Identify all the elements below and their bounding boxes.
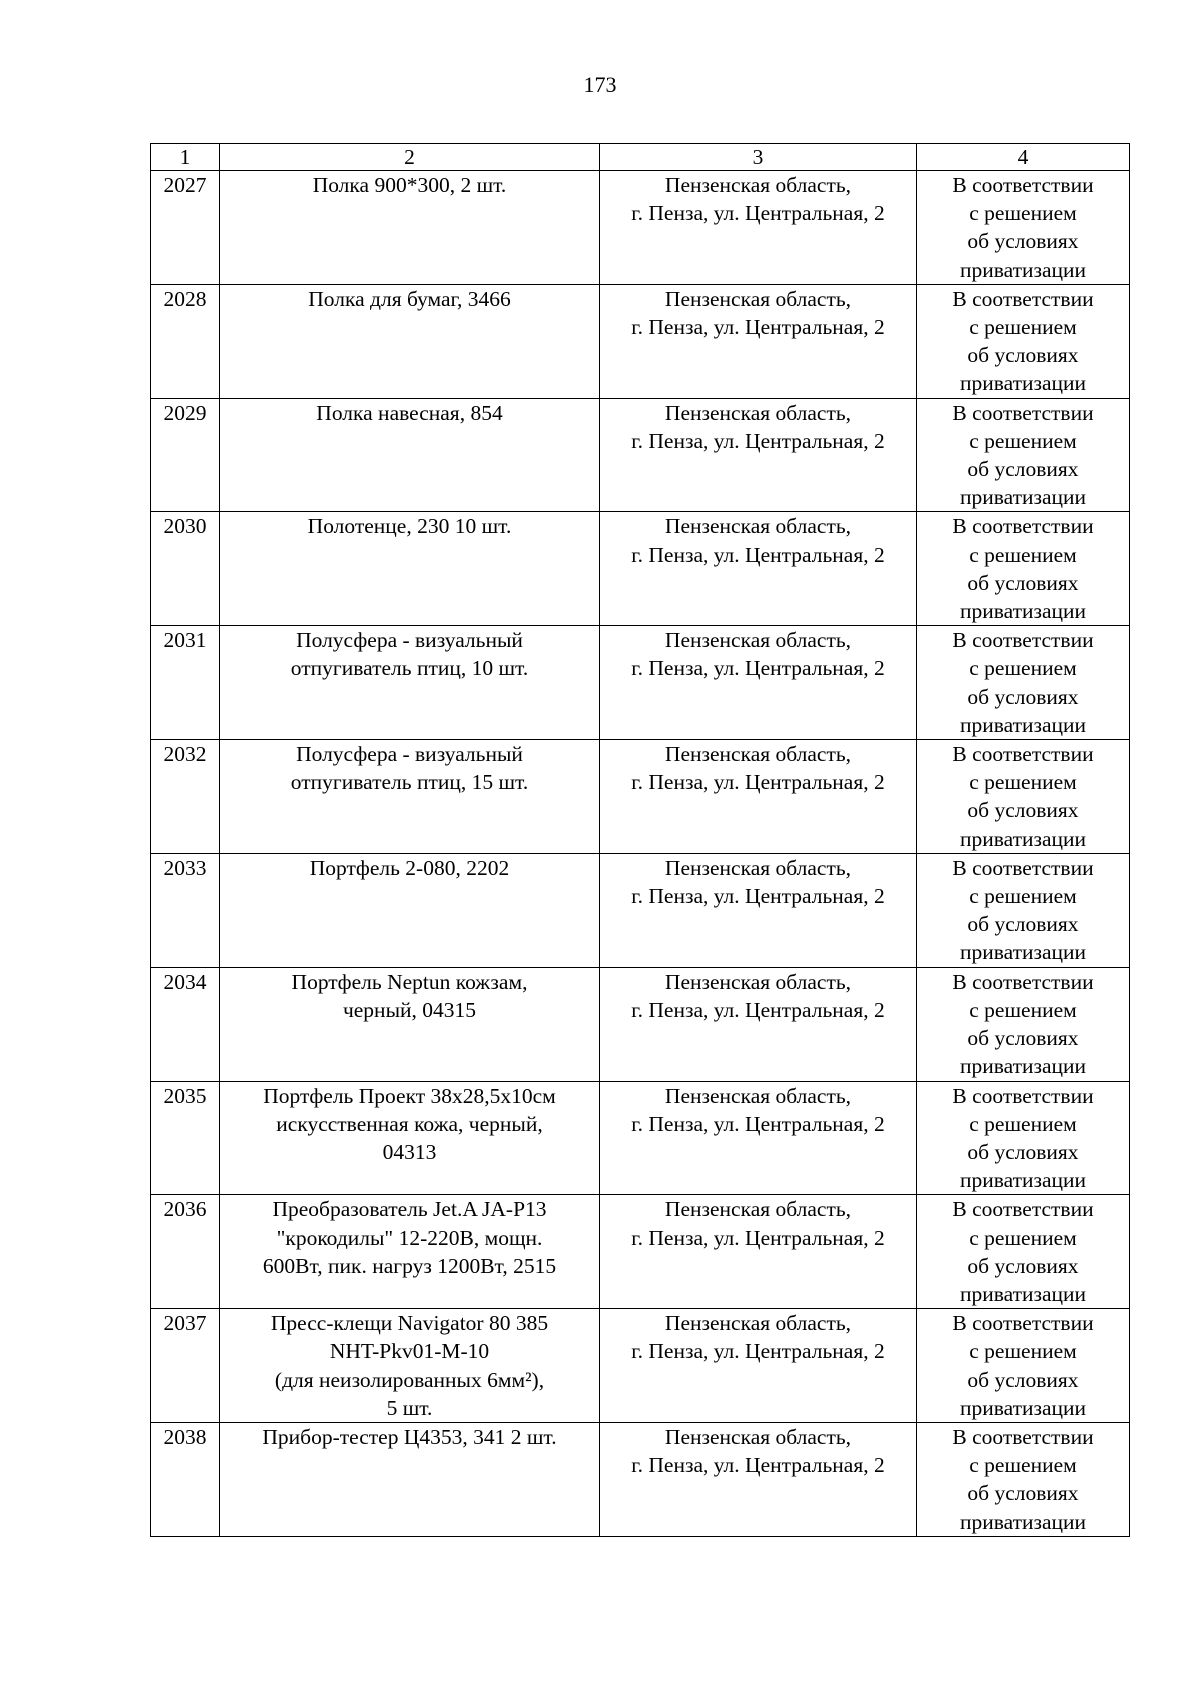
location-cell [600, 1309, 917, 1423]
privatization-term-line: об условиях [967, 570, 1079, 595]
location-cell [600, 512, 917, 626]
location-cell [600, 1081, 917, 1195]
location-line: г. Пенза, ул. Центральная, 2 [631, 997, 885, 1022]
location-line: г. Пенза, ул. Центральная, 2 [631, 542, 885, 567]
item-name-line: (для неизолированных 6мм²), [274, 1367, 545, 1392]
privatization-term-line: об условиях [967, 1026, 1079, 1051]
privatization-term-cell [917, 967, 1130, 1081]
location-line: Пензенская область, [664, 1083, 852, 1108]
row-number-cell: 2030 [151, 512, 220, 626]
row-number-cell: 2036 [151, 1195, 220, 1309]
privatization-term-cell [917, 1195, 1130, 1309]
table-row [151, 171, 1130, 285]
item-name-line: Полусфера - визуальный [296, 628, 523, 653]
item-name-line: Портфель Проект 38x28,5x10см [263, 1083, 556, 1108]
privatization-term-line: об условиях [967, 1367, 1079, 1392]
privatization-term-line: об условиях [967, 343, 1079, 368]
privatization-term-line: об условиях [967, 684, 1079, 709]
location-line: Пензенская область, [664, 514, 852, 539]
location-line: г. Пенза, ул. Центральная, 2 [631, 1111, 885, 1136]
privatization-term-line: об условиях [967, 1481, 1079, 1506]
location-line: г. Пенза, ул. Центральная, 2 [631, 201, 885, 226]
item-name-cell [220, 1309, 600, 1423]
item-name-cell [220, 398, 600, 512]
item-name-cell [220, 171, 600, 285]
item-name-line: 04313 [382, 1139, 437, 1164]
privatization-term-line: В соответствии [952, 173, 1094, 197]
privatization-term-cell [917, 398, 1130, 512]
privatization-term-line: приватизации [959, 1168, 1087, 1193]
location-line: Пензенская область, [664, 969, 852, 994]
location-cell [600, 171, 917, 285]
privatization-term-line: приватизации [959, 1395, 1087, 1420]
location-line: Пензенская область, [664, 1424, 852, 1449]
item-name-line: 5 шт. [386, 1395, 433, 1420]
privatization-term-line: приватизации [959, 485, 1087, 510]
item-name-cell [220, 740, 600, 854]
item-name-line: искусственная кожа, черный, [276, 1111, 543, 1136]
table-row [151, 1081, 1130, 1195]
privatization-term-line: В соответствии [952, 400, 1094, 425]
table-row [151, 1195, 1130, 1309]
privatization-term-line: с решением [969, 542, 1077, 567]
privatization-term-line: с решением [969, 1339, 1077, 1364]
privatization-term-cell [917, 626, 1130, 740]
privatization-term-line: В соответствии [952, 969, 1094, 994]
privatization-term-line: с решением [969, 884, 1077, 909]
location-line: Пензенская область, [664, 742, 852, 767]
item-name-cell [220, 1422, 600, 1536]
privatization-term-line: с решением [969, 201, 1077, 226]
privatization-term-line: В соответствии [952, 742, 1094, 767]
privatization-term-cell [917, 853, 1130, 967]
privatization-term-line: с решением [969, 1111, 1077, 1136]
privatization-term-line: В соответствии [952, 1197, 1094, 1222]
privatization-term-line: об условиях [967, 457, 1079, 482]
privatization-term-line: приватизации [959, 1054, 1087, 1079]
location-line: г. Пенза, ул. Центральная, 2 [631, 315, 885, 340]
location-line: Пензенская область, [664, 173, 852, 197]
location-cell [600, 1195, 917, 1309]
location-line: г. Пенза, ул. Центральная, 2 [631, 1339, 885, 1364]
item-name-line: "крокодилы" 12-220В, мощн. [276, 1225, 543, 1250]
row-number-cell: 2035 [151, 1081, 220, 1195]
table-header-row [151, 144, 1130, 171]
privatization-term-line: с решением [969, 770, 1077, 795]
privatization-term-line: приватизации [959, 1509, 1087, 1534]
item-name-line: Портфель Neptun кожзам, [291, 969, 528, 994]
location-line: Пензенская область, [664, 855, 852, 880]
privatization-term-line: с решением [969, 428, 1077, 453]
privatization-term-line: с решением [969, 997, 1077, 1022]
row-number-cell: 2031 [151, 626, 220, 740]
item-name-line: черный, 04315 [342, 997, 477, 1022]
privatization-term-line: об условиях [967, 912, 1079, 937]
privatization-term-line: об условиях [967, 1139, 1079, 1164]
item-name-line: Полотенце, 230 10 шт. [307, 514, 512, 539]
location-cell [600, 967, 917, 1081]
table-row [151, 1422, 1130, 1536]
location-line: Пензенская область, [664, 1197, 852, 1222]
table-row [151, 398, 1130, 512]
item-name-line: Полка для бумаг, 3466 [308, 286, 511, 311]
location-cell [600, 1422, 917, 1536]
row-number-cell: 2028 [151, 284, 220, 398]
item-name-cell [220, 512, 600, 626]
privatization-term-line: с решением [969, 1225, 1077, 1250]
privatization-term-line: приватизации [959, 712, 1087, 737]
item-name-line: Пресс-клещи Navigator 80 385 [270, 1311, 549, 1336]
privatization-term-cell [917, 512, 1130, 626]
column-header: 3 [600, 144, 917, 171]
privatization-term-line: приватизации [959, 257, 1087, 282]
privatization-term-line: В соответствии [952, 286, 1094, 311]
table-row [151, 626, 1130, 740]
privatization-term-line: В соответствии [952, 514, 1094, 539]
row-number-cell: 2032 [151, 740, 220, 854]
column-header: 1 [151, 144, 220, 171]
privatization-term-line: приватизации [959, 826, 1087, 851]
page-number: 173 [583, 72, 617, 97]
item-name-line: Преобразователь Jet.A JA-P13 [272, 1197, 547, 1222]
item-name-line: Прибор-тестер Ц4353, 341 2 шт. [262, 1424, 557, 1449]
location-cell [600, 398, 917, 512]
privatization-term-line: об условиях [967, 798, 1079, 823]
item-name-cell [220, 1081, 600, 1195]
column-header: 4 [917, 144, 1130, 171]
table-row [151, 284, 1130, 398]
item-name-line: Полка навесная, 854 [316, 400, 503, 425]
item-name-cell [220, 853, 600, 967]
location-line: г. Пенза, ул. Центральная, 2 [631, 428, 885, 453]
item-name-line: Полка 900*300, 2 шт. [312, 173, 507, 197]
privatization-term-line: В соответствии [952, 1311, 1094, 1336]
location-line: г. Пенза, ул. Центральная, 2 [631, 884, 885, 909]
privatization-term-line: с решением [969, 1453, 1077, 1478]
location-line: г. Пенза, ул. Центральная, 2 [631, 1225, 885, 1250]
table-row [151, 1309, 1130, 1423]
location-line: Пензенская область, [664, 1311, 852, 1336]
privatization-term-line: приватизации [959, 371, 1087, 396]
row-number-cell: 2034 [151, 967, 220, 1081]
location-cell [600, 853, 917, 967]
privatization-term-cell [917, 1309, 1130, 1423]
row-number-cell: 2037 [151, 1309, 220, 1423]
item-name-cell [220, 1195, 600, 1309]
privatization-term-line: с решением [969, 315, 1077, 340]
column-header: 2 [220, 144, 600, 171]
location-cell [600, 284, 917, 398]
item-name-line: 600Вт, пик. нагруз 1200Вт, 2515 [262, 1253, 557, 1278]
privatization-term-line: с решением [969, 656, 1077, 681]
item-name-cell [220, 284, 600, 398]
privatization-term-cell [917, 1081, 1130, 1195]
location-line: г. Пенза, ул. Центральная, 2 [631, 656, 885, 681]
item-name-line: отпугиватель птиц, 10 шт. [290, 656, 529, 681]
privatization-term-line: В соответствии [952, 628, 1094, 653]
item-name-line: отпугиватель птиц, 15 шт. [290, 770, 529, 795]
location-line: г. Пенза, ул. Центральная, 2 [631, 770, 885, 795]
item-name-cell [220, 967, 600, 1081]
location-line: г. Пенза, ул. Центральная, 2 [631, 1453, 885, 1478]
row-number-cell: 2029 [151, 398, 220, 512]
row-number-cell: 2038 [151, 1422, 220, 1536]
privatization-term-cell [917, 284, 1130, 398]
location-cell [600, 740, 917, 854]
privatization-term-line: об условиях [967, 229, 1079, 254]
table-row [151, 853, 1130, 967]
privatization-term-line: В соответствии [952, 1083, 1094, 1108]
location-line: Пензенская область, [664, 628, 852, 653]
table-row [151, 740, 1130, 854]
item-name-line: Полусфера - визуальный [296, 742, 523, 767]
table-row [151, 512, 1130, 626]
row-number-cell: 2027 [151, 171, 220, 285]
table-row [151, 967, 1130, 1081]
item-name-cell [220, 626, 600, 740]
row-number-cell: 2033 [151, 853, 220, 967]
location-line: Пензенская область, [664, 286, 852, 311]
property-table [150, 143, 1130, 1537]
privatization-term-line: приватизации [959, 940, 1087, 965]
location-line: Пензенская область, [664, 400, 852, 425]
privatization-term-cell [917, 1422, 1130, 1536]
item-name-line: NHT-Pkv01-M-10 [329, 1339, 490, 1364]
privatization-term-line: В соответствии [952, 1424, 1094, 1449]
privatization-term-line: приватизации [959, 599, 1087, 624]
privatization-term-line: об условиях [967, 1253, 1079, 1278]
privatization-term-line: В соответствии [952, 855, 1094, 880]
location-cell [600, 626, 917, 740]
item-name-line: Портфель 2-080, 2202 [309, 855, 510, 880]
privatization-term-line: приватизации [959, 1281, 1087, 1306]
privatization-term-cell [917, 171, 1130, 285]
privatization-term-cell [917, 740, 1130, 854]
